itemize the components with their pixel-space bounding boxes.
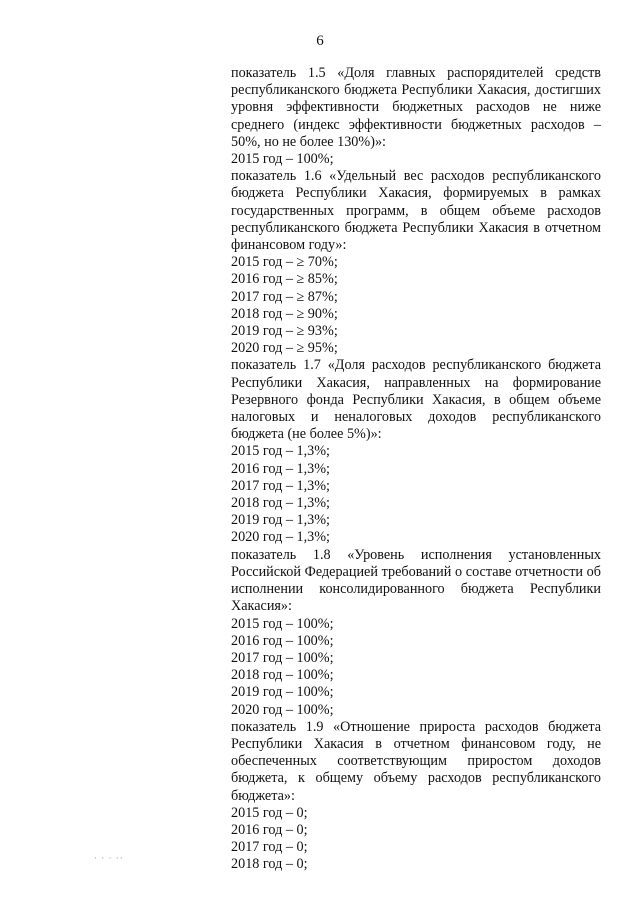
year-value-line: 2017 год – 1,3%;: [231, 477, 330, 494]
year-value-line: 2016 год – 100%;: [231, 632, 334, 649]
indicator-description: показатель 1.5 «Доля главных распорядителей средств республиканского бюджета Республики Хакасия, достигших уровня эффективности бюджетных расходов не ниже среднего (индекс эффективности бюджетных расходов – 50%, но не более 130%)»:: [231, 65, 601, 150]
indicator-description: показатель 1.9 «Отношение прироста расходов бюджета Республики Хакасия в отчетном финансовом году, не обеспеченных соответствующим приростом доходов бюджета, к общему объему расходов республиканского бюджета»:: [231, 718, 601, 804]
year-value-line: 2018 год – 100%;: [231, 667, 334, 684]
indicator-block: [231, 547, 601, 719]
year-value-line: 2015 год – 1,3%;: [231, 443, 330, 460]
year-value-line: 2016 год – ≥ 85%;: [231, 271, 338, 288]
year-value-line: 2019 год – 100%;: [231, 684, 334, 701]
year-value-line: 2015 год – 0;: [231, 804, 308, 821]
indicator-block: [231, 357, 601, 546]
indicator-block: [231, 168, 601, 357]
year-value-line: 2020 год – 100%;: [231, 701, 334, 718]
year-value-line: 2015 год – ≥ 70%;: [231, 254, 338, 271]
indicator-description: показатель 1.8 «Уровень исполнения установленных Российской Федерацией требований о составе отчетности об исполнении консолидированного бюджета Республики Хакасия»:: [231, 546, 601, 615]
year-value-line: 2019 год – ≥ 93%;: [231, 323, 338, 340]
year-value-line: 2018 год – 0;: [231, 856, 308, 873]
year-value-line: 2017 год – 0;: [231, 839, 308, 856]
indicator-block: [231, 719, 601, 874]
year-value-line: 2015 год – 100%;: [231, 615, 334, 632]
page-number: 6: [316, 33, 324, 49]
year-value-line: 2020 год – 1,3%;: [231, 529, 330, 546]
year-value-line: 2020 год – ≥ 95%;: [231, 340, 338, 357]
indicator-description: показатель 1.7 «Доля расходов республиканского бюджета Республики Хакасия, направленных на формирование Резервного фонда Республики Хакасия, в общем объеме налоговых и неналоговых доходов республиканского бюджета (не более 5%)»:: [231, 357, 601, 443]
indicator-block: [231, 65, 601, 168]
year-value-line: 2019 год – 1,3%;: [231, 512, 330, 529]
year-value-line: 2018 год – 1,3%;: [231, 495, 330, 512]
year-value-line: 2015 год – 100%;: [231, 151, 334, 168]
indicator-description: показатель 1.6 «Удельный вес расходов республиканского бюджета Республики Хакасия, формируемых в рамках государственных программ, в общем объеме расходов республиканского бюджета Республики Хакасия в отчетном финансовом году»:: [231, 168, 601, 254]
year-value-line: 2017 год – 100%;: [231, 649, 334, 666]
document-body: [231, 65, 601, 874]
year-value-line: 2018 год – ≥ 90%;: [231, 305, 338, 322]
year-value-line: 2016 год – 1,3%;: [231, 460, 330, 477]
scan-mark: · · · ··: [94, 853, 124, 863]
year-value-line: 2016 год – 0;: [231, 821, 308, 838]
year-value-line: 2017 год – ≥ 87%;: [231, 288, 338, 305]
